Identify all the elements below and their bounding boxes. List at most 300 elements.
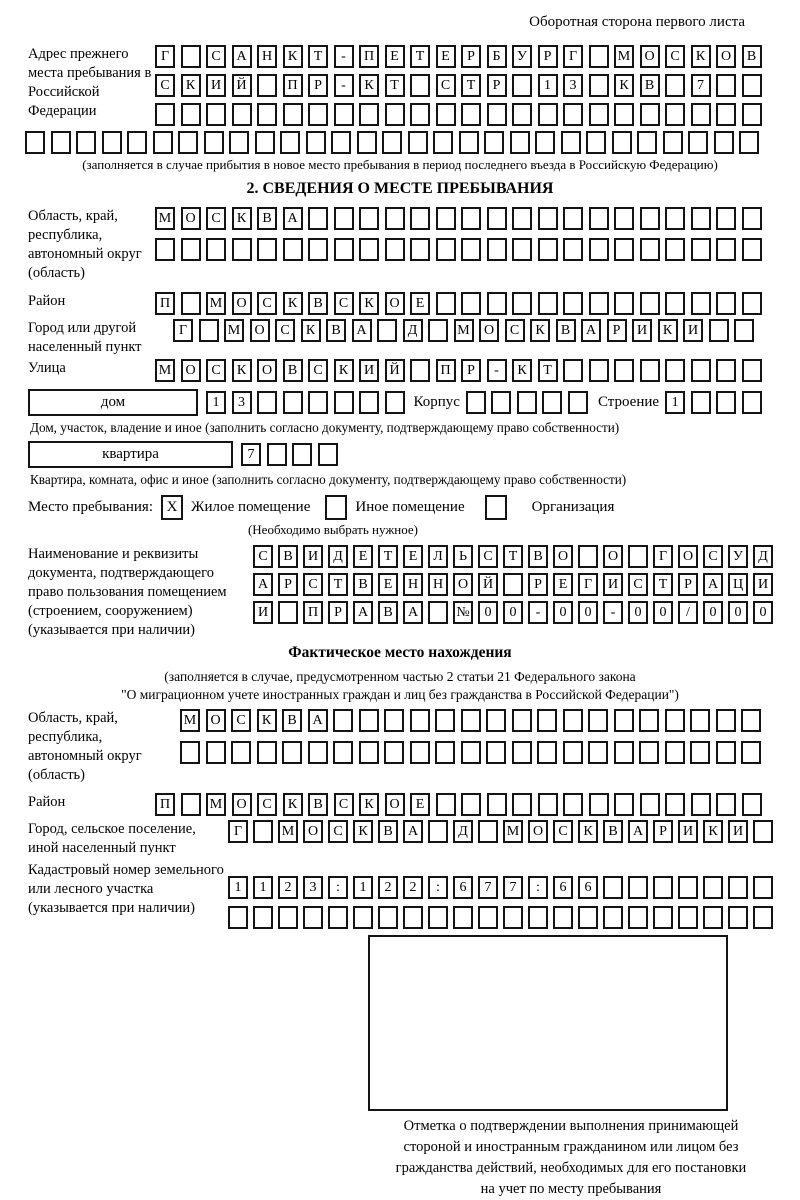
char-box[interactable]: [255, 131, 275, 154]
char-box[interactable]: [678, 906, 698, 929]
char-box[interactable]: А: [308, 709, 328, 732]
char-box[interactable]: С: [553, 820, 573, 843]
char-box[interactable]: Р: [653, 820, 673, 843]
char-box[interactable]: Й: [385, 359, 405, 382]
char-box[interactable]: [665, 103, 685, 126]
char-box[interactable]: [665, 207, 685, 230]
char-box[interactable]: [204, 131, 224, 154]
char-box[interactable]: Р: [328, 601, 348, 624]
fact-oblast-row-1[interactable]: [180, 709, 761, 732]
char-box[interactable]: [491, 391, 511, 414]
char-box[interactable]: [428, 820, 448, 843]
char-box[interactable]: К: [232, 359, 252, 382]
char-box[interactable]: О: [232, 793, 252, 816]
char-box[interactable]: [257, 238, 277, 261]
char-box[interactable]: Й: [478, 573, 498, 596]
char-box[interactable]: [436, 292, 456, 315]
char-box[interactable]: Д: [753, 545, 773, 568]
char-box[interactable]: С: [206, 359, 226, 382]
char-box[interactable]: К: [257, 709, 277, 732]
char-box[interactable]: 7: [503, 876, 523, 899]
char-box[interactable]: [688, 131, 708, 154]
char-box[interactable]: С: [303, 573, 323, 596]
char-box[interactable]: [640, 359, 660, 382]
char-box[interactable]: [640, 207, 660, 230]
char-box[interactable]: [512, 709, 532, 732]
char-box[interactable]: В: [528, 545, 548, 568]
char-box[interactable]: [487, 207, 507, 230]
char-box[interactable]: К: [301, 319, 321, 342]
char-box[interactable]: С: [206, 207, 226, 230]
char-box[interactable]: [663, 131, 683, 154]
char-box[interactable]: 6: [553, 876, 573, 899]
fact-oblast-row-2[interactable]: [180, 741, 761, 764]
char-box[interactable]: [428, 906, 448, 929]
char-box[interactable]: -: [334, 74, 354, 97]
char-box[interactable]: [377, 319, 397, 342]
char-box[interactable]: Р: [528, 573, 548, 596]
char-box[interactable]: [267, 443, 287, 466]
char-box[interactable]: С: [334, 793, 354, 816]
char-box[interactable]: [384, 741, 404, 764]
char-box[interactable]: [578, 545, 598, 568]
char-box[interactable]: [640, 103, 660, 126]
char-box[interactable]: [102, 131, 122, 154]
char-box[interactable]: Н: [257, 45, 277, 68]
char-box[interactable]: М: [224, 319, 244, 342]
char-box[interactable]: В: [282, 709, 302, 732]
char-box[interactable]: [510, 131, 530, 154]
char-box[interactable]: [614, 709, 634, 732]
char-box[interactable]: [353, 906, 373, 929]
char-box[interactable]: Р: [278, 573, 298, 596]
char-box[interactable]: И: [632, 319, 652, 342]
char-box[interactable]: [382, 131, 402, 154]
char-box[interactable]: Л: [428, 545, 448, 568]
char-box[interactable]: [231, 741, 251, 764]
char-box[interactable]: [640, 793, 660, 816]
char-box[interactable]: [538, 238, 558, 261]
char-box[interactable]: А: [253, 573, 273, 596]
char-box[interactable]: [716, 741, 736, 764]
char-box[interactable]: М: [278, 820, 298, 843]
char-box[interactable]: [589, 74, 609, 97]
char-box[interactable]: С: [334, 292, 354, 315]
char-box[interactable]: [278, 906, 298, 929]
char-box[interactable]: Г: [563, 45, 583, 68]
char-box[interactable]: [435, 741, 455, 764]
char-box[interactable]: С: [628, 573, 648, 596]
char-box[interactable]: [435, 709, 455, 732]
char-box[interactable]: [637, 131, 657, 154]
char-box[interactable]: [359, 709, 379, 732]
char-box[interactable]: [308, 391, 328, 414]
char-box[interactable]: [690, 741, 710, 764]
char-box[interactable]: [403, 906, 423, 929]
char-box[interactable]: [436, 103, 456, 126]
char-box[interactable]: -: [487, 359, 507, 382]
char-box[interactable]: [127, 131, 147, 154]
char-box[interactable]: [484, 131, 504, 154]
char-box[interactable]: 6: [453, 876, 473, 899]
char-box[interactable]: О: [453, 573, 473, 596]
char-box[interactable]: [410, 359, 430, 382]
char-box[interactable]: [563, 238, 583, 261]
char-box[interactable]: [334, 103, 354, 126]
char-box[interactable]: В: [257, 207, 277, 230]
oblast-row-2[interactable]: [155, 238, 762, 261]
char-box[interactable]: О: [385, 793, 405, 816]
char-box[interactable]: [181, 45, 201, 68]
char-box[interactable]: В: [278, 545, 298, 568]
char-box[interactable]: [306, 131, 326, 154]
char-box[interactable]: [278, 601, 298, 624]
char-box[interactable]: [614, 238, 634, 261]
char-box[interactable]: [487, 238, 507, 261]
char-box[interactable]: С: [257, 793, 277, 816]
char-box[interactable]: В: [283, 359, 303, 382]
char-box[interactable]: 2: [378, 876, 398, 899]
char-box[interactable]: Г: [228, 820, 248, 843]
char-box[interactable]: К: [232, 207, 252, 230]
char-box[interactable]: -: [528, 601, 548, 624]
char-box[interactable]: Е: [353, 545, 373, 568]
char-box[interactable]: Р: [487, 74, 507, 97]
char-box[interactable]: [181, 292, 201, 315]
char-box[interactable]: О: [528, 820, 548, 843]
char-box[interactable]: [334, 238, 354, 261]
char-box[interactable]: Ц: [728, 573, 748, 596]
char-box[interactable]: 7: [241, 443, 261, 466]
char-box[interactable]: [512, 238, 532, 261]
char-box[interactable]: [603, 876, 623, 899]
char-box[interactable]: [665, 793, 685, 816]
char-box[interactable]: [528, 906, 548, 929]
char-box[interactable]: О: [603, 545, 623, 568]
char-box[interactable]: Е: [553, 573, 573, 596]
char-box[interactable]: М: [503, 820, 523, 843]
char-box[interactable]: [410, 238, 430, 261]
char-box[interactable]: [461, 238, 481, 261]
checkbox-zhiloe[interactable]: X: [161, 495, 183, 520]
korpus-row[interactable]: [466, 391, 588, 414]
char-box[interactable]: [716, 238, 736, 261]
char-box[interactable]: [716, 391, 736, 414]
char-box[interactable]: [563, 709, 583, 732]
char-box[interactable]: [589, 793, 609, 816]
char-box[interactable]: [538, 793, 558, 816]
char-box[interactable]: Е: [403, 545, 423, 568]
char-box[interactable]: 0: [628, 601, 648, 624]
char-box[interactable]: [410, 207, 430, 230]
char-box[interactable]: [665, 359, 685, 382]
char-box[interactable]: И: [253, 601, 273, 624]
char-box[interactable]: Р: [461, 45, 481, 68]
char-box[interactable]: -: [334, 45, 354, 68]
char-box[interactable]: Р: [538, 45, 558, 68]
char-box[interactable]: А: [283, 207, 303, 230]
char-box[interactable]: О: [303, 820, 323, 843]
char-box[interactable]: О: [479, 319, 499, 342]
char-box[interactable]: [453, 906, 473, 929]
char-box[interactable]: [588, 709, 608, 732]
char-box[interactable]: [742, 391, 762, 414]
char-box[interactable]: [563, 793, 583, 816]
char-box[interactable]: К: [283, 292, 303, 315]
rayon-row[interactable]: [155, 292, 762, 315]
char-box[interactable]: 3: [303, 876, 323, 899]
char-box[interactable]: 1: [665, 391, 685, 414]
char-box[interactable]: [512, 793, 532, 816]
char-box[interactable]: 7: [478, 876, 498, 899]
char-box[interactable]: [517, 391, 537, 414]
char-box[interactable]: А: [628, 820, 648, 843]
char-box[interactable]: А: [403, 820, 423, 843]
char-box[interactable]: Р: [678, 573, 698, 596]
char-box[interactable]: [614, 741, 634, 764]
char-box[interactable]: 6: [578, 876, 598, 899]
char-box[interactable]: [331, 131, 351, 154]
char-box[interactable]: [512, 741, 532, 764]
char-box[interactable]: [436, 238, 456, 261]
char-box[interactable]: Г: [173, 319, 193, 342]
char-box[interactable]: [328, 906, 348, 929]
char-box[interactable]: [232, 103, 252, 126]
char-box[interactable]: М: [155, 207, 175, 230]
char-box[interactable]: [568, 391, 588, 414]
char-box[interactable]: [257, 103, 277, 126]
char-box[interactable]: [742, 74, 762, 97]
char-box[interactable]: Р: [607, 319, 627, 342]
char-box[interactable]: [503, 573, 523, 596]
char-box[interactable]: [563, 359, 583, 382]
char-box[interactable]: К: [359, 74, 379, 97]
char-box[interactable]: [257, 741, 277, 764]
char-box[interactable]: В: [603, 820, 623, 843]
char-box[interactable]: [229, 131, 249, 154]
char-box[interactable]: А: [581, 319, 601, 342]
char-box[interactable]: [478, 820, 498, 843]
dom-row[interactable]: [206, 391, 405, 414]
char-box[interactable]: [628, 906, 648, 929]
char-box[interactable]: [714, 131, 734, 154]
char-box[interactable]: С: [275, 319, 295, 342]
char-box[interactable]: [538, 292, 558, 315]
document-row-3[interactable]: [253, 601, 773, 624]
char-box[interactable]: [359, 103, 379, 126]
char-box[interactable]: [280, 131, 300, 154]
char-box[interactable]: [232, 238, 252, 261]
char-box[interactable]: /: [678, 601, 698, 624]
char-box[interactable]: [385, 391, 405, 414]
char-box[interactable]: [589, 238, 609, 261]
char-box[interactable]: [466, 391, 486, 414]
char-box[interactable]: [206, 741, 226, 764]
char-box[interactable]: [461, 709, 481, 732]
char-box[interactable]: [308, 238, 328, 261]
char-box[interactable]: [742, 238, 762, 261]
char-box[interactable]: [503, 906, 523, 929]
char-box[interactable]: К: [359, 793, 379, 816]
char-box[interactable]: [357, 131, 377, 154]
char-box[interactable]: И: [683, 319, 703, 342]
char-box[interactable]: [155, 238, 175, 261]
char-box[interactable]: [292, 443, 312, 466]
char-box[interactable]: О: [385, 292, 405, 315]
char-box[interactable]: В: [742, 45, 762, 68]
document-row-2[interactable]: [253, 573, 773, 596]
char-box[interactable]: [181, 793, 201, 816]
char-box[interactable]: 0: [753, 601, 773, 624]
char-box[interactable]: С: [703, 545, 723, 568]
char-box[interactable]: Г: [578, 573, 598, 596]
char-box[interactable]: А: [232, 45, 252, 68]
char-box[interactable]: [538, 207, 558, 230]
char-box[interactable]: [333, 709, 353, 732]
char-box[interactable]: [716, 709, 736, 732]
char-box[interactable]: Е: [410, 793, 430, 816]
char-box[interactable]: О: [716, 45, 736, 68]
char-box[interactable]: Е: [385, 45, 405, 68]
char-box[interactable]: [589, 103, 609, 126]
char-box[interactable]: [538, 103, 558, 126]
char-box[interactable]: [359, 391, 379, 414]
char-box[interactable]: В: [353, 573, 373, 596]
char-box[interactable]: Е: [410, 292, 430, 315]
char-box[interactable]: 2: [278, 876, 298, 899]
char-box[interactable]: [691, 238, 711, 261]
char-box[interactable]: М: [454, 319, 474, 342]
char-box[interactable]: [742, 207, 762, 230]
char-box[interactable]: Д: [403, 319, 423, 342]
char-box[interactable]: [428, 601, 448, 624]
char-box[interactable]: И: [303, 545, 323, 568]
checkbox-inoe[interactable]: [325, 495, 347, 520]
char-box[interactable]: [563, 103, 583, 126]
char-box[interactable]: С: [436, 74, 456, 97]
char-box[interactable]: [461, 292, 481, 315]
char-box[interactable]: [459, 131, 479, 154]
char-box[interactable]: [535, 131, 555, 154]
char-box[interactable]: К: [353, 820, 373, 843]
char-box[interactable]: У: [512, 45, 532, 68]
char-box[interactable]: [303, 906, 323, 929]
char-box[interactable]: В: [326, 319, 346, 342]
char-box[interactable]: С: [155, 74, 175, 97]
char-box[interactable]: О: [181, 207, 201, 230]
char-box[interactable]: [691, 103, 711, 126]
char-box[interactable]: [703, 906, 723, 929]
char-box[interactable]: [739, 131, 759, 154]
char-box[interactable]: [410, 709, 430, 732]
char-box[interactable]: [628, 545, 648, 568]
char-box[interactable]: К: [334, 359, 354, 382]
char-box[interactable]: [283, 391, 303, 414]
char-box[interactable]: [734, 319, 754, 342]
char-box[interactable]: [257, 74, 277, 97]
char-box[interactable]: О: [206, 709, 226, 732]
char-box[interactable]: В: [308, 292, 328, 315]
char-box[interactable]: О: [232, 292, 252, 315]
char-box[interactable]: У: [728, 545, 748, 568]
char-box[interactable]: Д: [453, 820, 473, 843]
char-box[interactable]: [614, 292, 634, 315]
char-box[interactable]: [334, 207, 354, 230]
char-box[interactable]: 3: [563, 74, 583, 97]
char-box[interactable]: 0: [653, 601, 673, 624]
char-box[interactable]: [742, 359, 762, 382]
char-box[interactable]: [487, 292, 507, 315]
char-box[interactable]: [728, 876, 748, 899]
char-box[interactable]: О: [181, 359, 201, 382]
char-box[interactable]: [691, 793, 711, 816]
char-box[interactable]: К: [359, 292, 379, 315]
char-box[interactable]: [478, 906, 498, 929]
char-box[interactable]: [716, 793, 736, 816]
char-box[interactable]: [257, 391, 277, 414]
char-box[interactable]: [614, 793, 634, 816]
char-box[interactable]: Ь: [453, 545, 473, 568]
char-box[interactable]: Т: [653, 573, 673, 596]
char-box[interactable]: [639, 741, 659, 764]
char-box[interactable]: С: [328, 820, 348, 843]
char-box[interactable]: Е: [378, 573, 398, 596]
char-box[interactable]: П: [359, 45, 379, 68]
char-box[interactable]: [716, 207, 736, 230]
char-box[interactable]: [537, 709, 557, 732]
char-box[interactable]: [180, 741, 200, 764]
char-box[interactable]: [691, 207, 711, 230]
kvartira-row[interactable]: [241, 443, 338, 466]
char-box[interactable]: [385, 103, 405, 126]
char-box[interactable]: [181, 238, 201, 261]
char-box[interactable]: 0: [728, 601, 748, 624]
char-box[interactable]: [318, 443, 338, 466]
char-box[interactable]: [359, 207, 379, 230]
char-box[interactable]: [385, 207, 405, 230]
char-box[interactable]: В: [378, 820, 398, 843]
ulitsa-row[interactable]: [155, 359, 762, 382]
char-box[interactable]: [486, 709, 506, 732]
char-box[interactable]: [436, 793, 456, 816]
char-box[interactable]: Р: [308, 74, 328, 97]
char-box[interactable]: [741, 741, 761, 764]
char-box[interactable]: 1: [228, 876, 248, 899]
char-box[interactable]: 7: [691, 74, 711, 97]
char-box[interactable]: [486, 741, 506, 764]
char-box[interactable]: Б: [487, 45, 507, 68]
char-box[interactable]: [653, 906, 673, 929]
char-box[interactable]: [461, 793, 481, 816]
char-box[interactable]: [378, 906, 398, 929]
char-box[interactable]: [333, 741, 353, 764]
char-box[interactable]: [690, 709, 710, 732]
char-box[interactable]: [76, 131, 96, 154]
char-box[interactable]: [614, 103, 634, 126]
char-box[interactable]: [640, 238, 660, 261]
char-box[interactable]: [178, 131, 198, 154]
char-box[interactable]: И: [206, 74, 226, 97]
char-box[interactable]: [640, 292, 660, 315]
char-box[interactable]: [589, 359, 609, 382]
char-box[interactable]: -: [603, 601, 623, 624]
char-box[interactable]: [563, 741, 583, 764]
char-box[interactable]: К: [703, 820, 723, 843]
char-box[interactable]: М: [180, 709, 200, 732]
char-box[interactable]: [359, 238, 379, 261]
char-box[interactable]: [612, 131, 632, 154]
char-box[interactable]: [512, 103, 532, 126]
